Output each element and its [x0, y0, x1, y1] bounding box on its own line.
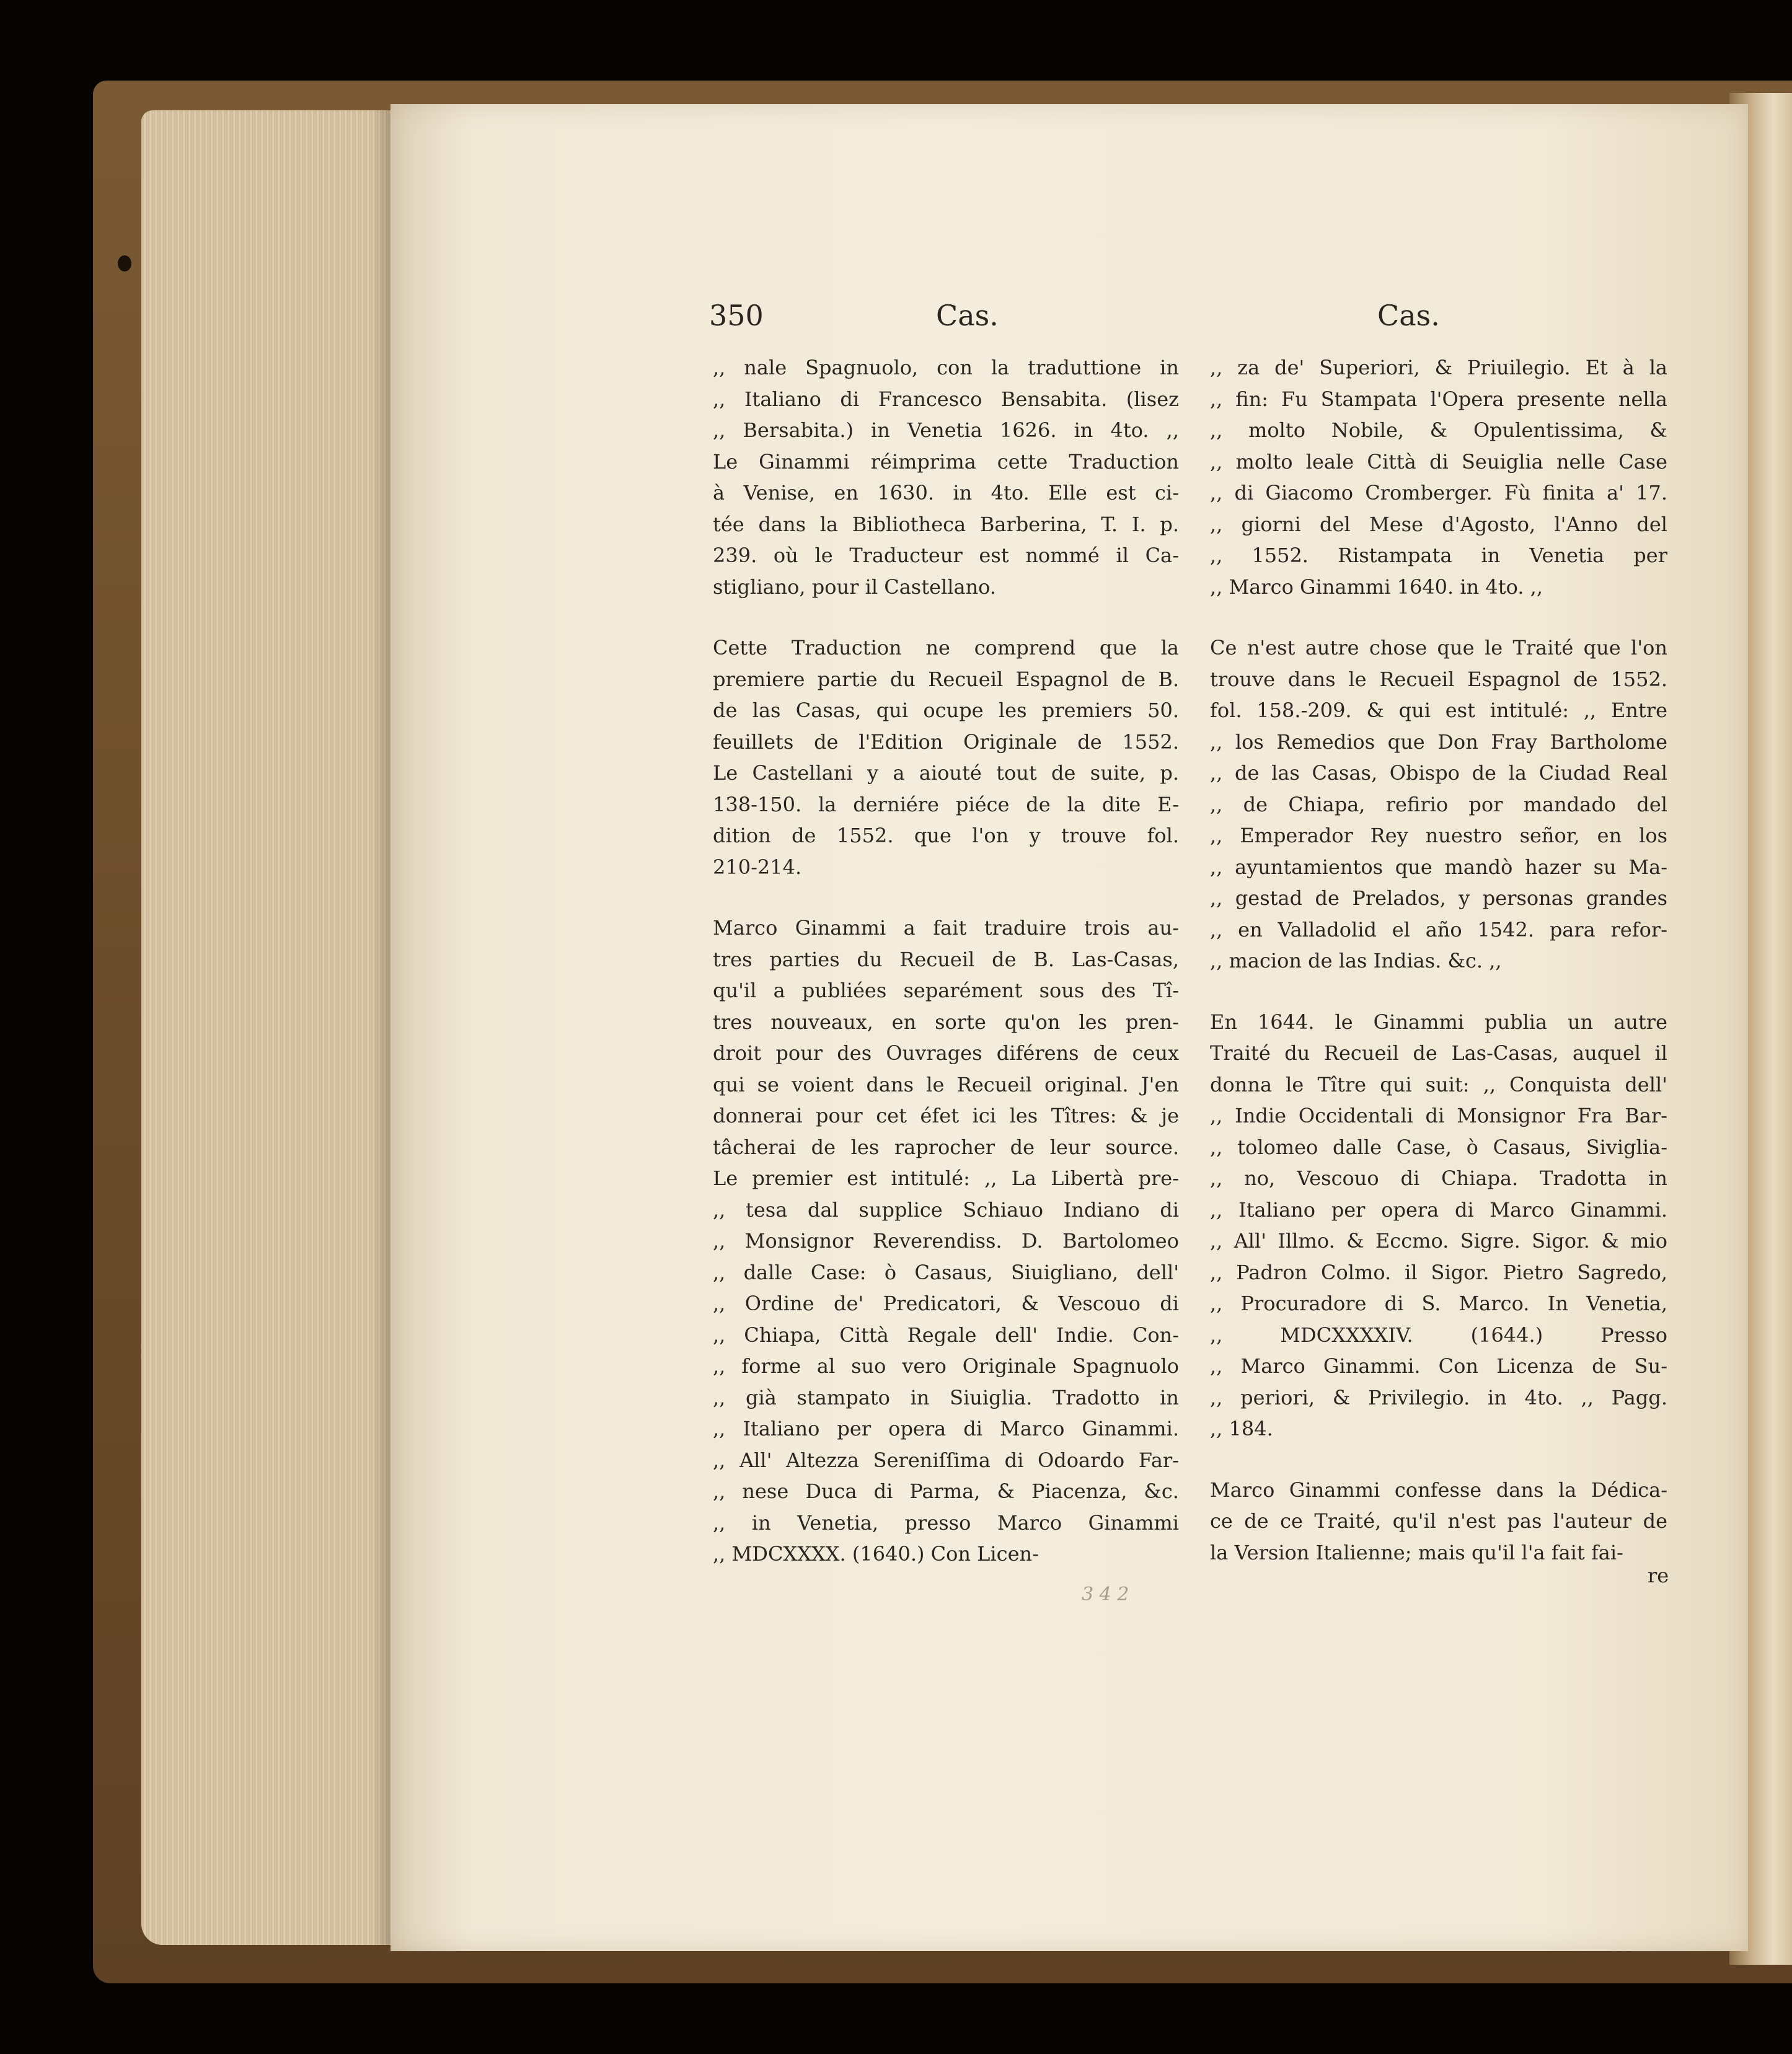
text-line: 210-214. [713, 855, 802, 879]
text-line: premiere partie du Recueil Espagnol de B. [713, 667, 1179, 691]
text-line: ,, Procuradore di S. Marco. In Venetia, [1210, 1292, 1667, 1315]
paragraph [713, 912, 1179, 1570]
text-line: Marco Ginammi confesse dans la Dédica- [1210, 1478, 1667, 1502]
paragraph-gap [1210, 1445, 1667, 1474]
text-line: ,, Marco Ginammi. Con Licenza de Su- [1210, 1354, 1667, 1378]
text-line: feuillets de l'Edition Originale de 1552. [713, 729, 1179, 754]
text-line: droit pour des Ouvrages diférens de ceux [713, 1041, 1179, 1065]
text-line: ,, periori, & Privilegio. in 4to. ,, Pagg. [1210, 1385, 1667, 1409]
text-line: Ce n'est autre chose que le Traité que l'on [1210, 636, 1667, 659]
text-line: ,, forme al suo vero Originale Spagnuolo [713, 1354, 1179, 1378]
text-line: ,, molto Nobile, & Opulentissima, & [1210, 418, 1667, 442]
text-line: Le Castellani y a aiouté tout de suite, p. [713, 761, 1179, 785]
text-line: trouve dans le Recueil Espagnol de 1552. [1210, 667, 1667, 691]
text-line: ce de ce Traité, qu'il n'est pas l'auteur de [1210, 1509, 1667, 1533]
paragraph [1210, 632, 1667, 977]
text-line: ,, tesa dal supplice Schiauo Indiano di [713, 1197, 1179, 1222]
text-line: donnerai pour cet éfet ici les Tîtres: & je [713, 1104, 1179, 1127]
text-line: tres parties du Recueil de B. Las-Casas, [713, 947, 1179, 971]
text-line: ,, Emperador Rey nuestro señor, en los [1210, 824, 1667, 847]
text-line: ,, Bersabita.) in Venetia 1626. in 4to. ,, [713, 418, 1179, 442]
text-line: fol. 158.-209. & qui est intitulé: ,, Entre [1210, 699, 1667, 722]
text-line: ,, Italiano per opera di Marco Ginammi. [713, 1417, 1179, 1440]
text-line: ,, fin: Fu Stampata l'Opera presente nella [1210, 387, 1667, 411]
text-line: ,, de Chiapa, refirio por mandado del [1210, 792, 1667, 816]
text-line: dition de 1552. que l'on y trouve fol. [713, 824, 1179, 847]
paragraph-gap [713, 883, 1179, 912]
text-line: tée dans la Bibliotheca Barberina, T. I. p. [713, 512, 1179, 536]
text-line: qui se voient dans le Recueil original. J'en [713, 1072, 1179, 1096]
text-line: stigliano, pour il Castellano. [713, 575, 997, 599]
text-line: Marco Ginammi a fait traduire trois au- [713, 916, 1179, 940]
text-line: ,, gestad de Prelados, y personas grandes [1210, 886, 1667, 910]
text-line: ,, nese Duca di Parma, & Piacenza, &c. [713, 1479, 1179, 1503]
paragraph [1210, 1007, 1667, 1445]
binding-mark [118, 255, 131, 271]
running-head-left: Cas. [936, 299, 999, 332]
paragraph-gap [713, 602, 1179, 632]
text-line: ,, ayuntamientos que mandò hazer su Ma- [1210, 855, 1667, 879]
text-line: ,, Italiano per opera di Marco Ginammi. [1210, 1197, 1667, 1222]
text-line: de las Casas, qui ocupe les premiers 50. [713, 699, 1179, 722]
page-number: 350 [709, 299, 764, 332]
paragraph [1210, 352, 1667, 602]
text-line: à Venise, en 1630. in 4to. Elle est ci- [713, 481, 1179, 505]
text-line: tres nouveaux, en sorte qu'on les pren- [713, 1010, 1179, 1034]
catchword: re [1648, 1564, 1669, 1587]
text-line: ,, macion de las Indias. &c. ,, [1210, 949, 1502, 972]
text-line: ,, 1552. Ristampata in Venetia per [1210, 544, 1667, 567]
pencil-note: 3 4 2 [1082, 1584, 1129, 1605]
text-line: ,, Italiano di Francesco Bensabita. (lisez [713, 387, 1179, 411]
text-line: En 1644. le Ginammi publia un autre [1210, 1010, 1667, 1034]
text-line: ,, Indie Occidentali di Monsignor Fra Bar- [1210, 1104, 1667, 1127]
paragraph-gap [1210, 977, 1667, 1007]
text-line: ,, MDCXXXXIV. (1644.) Presso [1210, 1323, 1667, 1347]
text-line: ,, Marco Ginammi 1640. in 4to. ,, [1210, 575, 1543, 599]
text-line: ,, de las Casas, Obispo de la Ciudad Real [1210, 761, 1667, 785]
text-line: la Version Italienne; mais qu'il l'a fait fai- [1210, 1540, 1623, 1564]
text-line: ,, di Giacomo Cromberger. Fù finita a' 17. [1210, 481, 1667, 505]
running-head-right: Cas. [1377, 299, 1440, 332]
text-line: ,, za de' Superiori, & Priuilegio. Et à la [1210, 356, 1667, 379]
text-line: Traité du Recueil de Las-Casas, auquel il [1210, 1041, 1667, 1065]
text-line: ,, dalle Case: ò Casaus, Siuigliano, dell' [713, 1260, 1179, 1284]
text-line: 138-150. la derniére piéce de la dite E- [713, 792, 1179, 816]
paragraph [713, 632, 1179, 883]
text-line: ,, MDCXXXX. (1640.) Con Licen- [713, 1542, 1039, 1566]
text-line: Cette Traduction ne comprend que la [713, 636, 1179, 659]
text-line: ,, in Venetia, presso Marco Ginammi [713, 1510, 1179, 1535]
text-line: ,, All' Altezza Sereniſſima di Odoardo Far- [713, 1448, 1179, 1472]
text-line: ,, giorni del Mese d'Agosto, l'Anno del [1210, 512, 1667, 536]
paragraph [713, 352, 1179, 602]
text-line: ,, en Valladolid el año 1542. para refor- [1210, 917, 1667, 941]
text-line: ,, no, Vescouo di Chiapa. Tradotta in [1210, 1166, 1667, 1190]
text-line: ,, 184. [1210, 1417, 1273, 1440]
right-column [1210, 352, 1667, 1568]
text-line: ,, già stampato in Siuiglia. Tradotto in [713, 1385, 1179, 1409]
page-edges [141, 110, 395, 1945]
text-line: ,, Chiapa, Città Regale dell' Indie. Con- [713, 1323, 1179, 1347]
left-column [713, 352, 1179, 1570]
text-line: ,, nale Spagnuolo, con la traduttione in [713, 356, 1179, 379]
text-line: ,, molto leale Città di Seuiglia nelle Case [1210, 449, 1667, 474]
paragraph [1210, 1474, 1667, 1569]
text-line: Le Ginammi réimprima cette Traduction [713, 449, 1179, 474]
paragraph-gap [1210, 602, 1667, 632]
text-line: qu'il a publiées separément sous des Tî- [713, 979, 1179, 1002]
text-line: tâcherai de les raprocher de leur source. [713, 1135, 1179, 1159]
text-line: ,, los Remedios que Don Fray Bartholome [1210, 729, 1667, 754]
text-line: ,, Padron Colmo. il Sigor. Pietro Sagredo, [1210, 1260, 1667, 1284]
text-line: ,, Monsignor Reverendiss. D. Bartolomeo [713, 1229, 1179, 1253]
text-line: 239. où le Traducteur est nommé il Ca- [713, 544, 1179, 567]
text-line: ,, Ordine de' Predicatori, & Vescouo di [713, 1292, 1179, 1315]
text-line: Le premier est intitulé: ,, La Libertà pre- [713, 1166, 1179, 1190]
text-line: ,, tolomeo dalle Case, ò Casaus, Siviglia- [1210, 1135, 1667, 1159]
text-line: donna le Tître qui suit: ,, Conquista dell' [1210, 1072, 1667, 1096]
text-line: ,, All' Illmo. & Eccmo. Sigre. Sigor. & mio [1210, 1229, 1667, 1253]
